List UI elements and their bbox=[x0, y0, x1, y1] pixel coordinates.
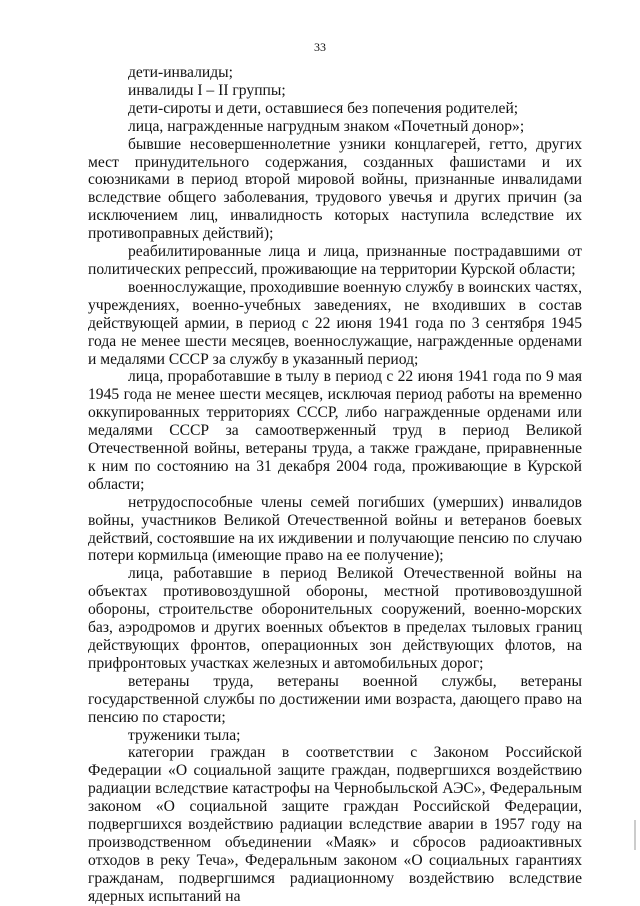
list-item: лица, проработавшие в тылу в период с 22 июня 1941 года по 9 мая 1945 года не менее шести месяцев, исключая период работы на временно оккупированных территориях СССР, либо награжденные орденами или медалями СССР за самоотверженный труд в период Великой Отечественной войны, ветераны труда, а также граждане, приравненные к ним по состоянию на 31 декабря 2004 года, проживающие в Курской области; bbox=[88, 368, 582, 493]
list-item: нетрудоспособные члены семей погибших (умерших) инвалидов войны, участников Великой Отечественной войны и ветеранов боевых действий, состоявшие на их иждивении и получающие пенсию по случаю потери кормильца (имеющие право на ее получение); bbox=[88, 493, 582, 565]
list-item: дети-сироты и дети, оставшиеся без попечения родителей; bbox=[128, 99, 519, 117]
list-item: инвалиды I – II группы; bbox=[128, 81, 286, 99]
list-item: категории граждан в соответствии с Законом Российской Федерации «О социальной защите граждан, подвергшихся воздействию радиации вследствие катастрофы на Чернобыльской АЭС», Федеральным законом «О социальной защите граждан Российской Федерации, подвергшихся воздействию радиации вследствие аварии в 1957 году на производственном объединении «Маяк» и сбросов радиоактивных отходов в реку Теча», Федеральным законом «О социальных гарантиях гражданам, подвергшимся радиационному воздействию вследствие ядерных испытаний на bbox=[88, 744, 582, 905]
list-item: лица, работавшие в период Великой Отечественной войны на объектах противовоздушной обороны, местной противовоздушной обороны, строительстве оборонительных сооружений, военно-морских баз, аэродромов и других военных объектов в пределах тыловых границ действующих фронтов, операционных зон действующих флотов, на прифронтовых участках железных и автомобильных дорог; bbox=[88, 565, 582, 672]
list-item: бывшие несовершеннолетние узники концлагерей, гетто, других мест принудительного содержания, созданных фашистами и их союзниками в период второй мировой войны, признанные инвалидами вследствие общего заболевания, трудового увечья и других причин (за исключением лиц, инвалидность которых наступила вследствие их противоправных действий); bbox=[88, 135, 582, 243]
list-item: дети-инвалиды; bbox=[128, 64, 233, 81]
list-item: лица, награжденные нагрудным знаком «Почетный донор»; bbox=[128, 117, 525, 135]
list-item: реабилитированные лица и лица, признанные пострадавшими от политических репрессий, проживающие на территории Курской области; bbox=[88, 243, 582, 278]
list-item: ветераны труда, ветераны военной службы, ветераны государственной службы по достижении ими возраста, дающего право на пенсию по старости; bbox=[88, 672, 582, 726]
list-item: военнослужащие, проходившие военную службу в воинских частях, учреждениях, военно-учебных заведениях, не входивших в состав действующей армии, в период с 22 июня 1941 года по 3 сентября 1945 года не менее шести месяцев, военнослужащие, награжденные орденами и медалями СССР за службу в указанный период; bbox=[88, 278, 582, 368]
document-body bbox=[88, 64, 582, 906]
list-item: труженики тыла; bbox=[128, 726, 241, 744]
page-number: 33 bbox=[314, 40, 326, 54]
scan-edge-mark bbox=[634, 820, 636, 850]
